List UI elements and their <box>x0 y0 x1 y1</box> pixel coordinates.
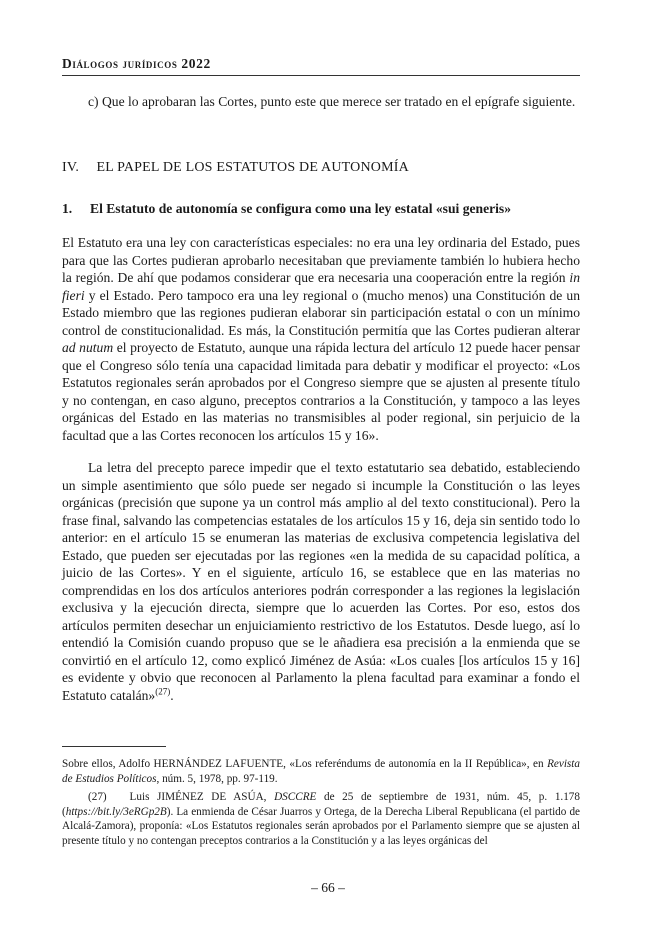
p1-text-b: y el Estado. Pero tampoco era una ley regional o (mucho menos) una Constitución de un Estado miembro que las regiones pudieran elaborar sin participación estatal o con un mínimo control de constitucionalidad. Es más, la Constitución permitía que las Cortes pudieran alterar <box>62 287 580 338</box>
p2-end: . <box>170 687 174 703</box>
footnote-27 <box>62 790 580 848</box>
intro-paragraph: c) Que lo aprobaran las Cortes, punto este que merece ser tratado en el epígrafe siguiente. <box>88 94 576 109</box>
subsection-number: 1. <box>62 201 73 216</box>
section-heading <box>62 160 409 176</box>
body-paragraph-1 <box>62 234 580 444</box>
p1-text-a: El Estatuto era una ley con características especiales: no era una ley ordinaria del Estado, pues para que las Cortes pudieran aprobarlo necesitaban que previamente también lo hubiera hecho la región. De ahí que podamos considerar que era necesaria una cooperación entre la región <box>62 235 580 285</box>
running-header <box>62 56 576 72</box>
fn27-link[interactable]: https://bit.ly/3eRGp2B <box>65 805 167 818</box>
subsection-heading <box>62 201 511 217</box>
fn-cont-text-a: Sobre ellos, Adolfo HERNÁNDEZ LAFUENTE, «Los referéndums de autonomía en la II República», en <box>62 758 548 770</box>
journal-title: Diálogos jurídicos 2022 <box>62 56 211 71</box>
body-paragraph-2 <box>62 459 580 704</box>
fn27-source: DSCCRE <box>274 791 317 804</box>
p1-emphasis-ad-nutum: ad nutum <box>62 340 114 355</box>
footnote-ref-27[interactable]: (27) <box>155 685 171 696</box>
p2-text: La letra del precepto parece impedir que el texto estatutario sea debatido, estableciendo un simple asentimiento que sólo puede ser negado si incumple la Constitución o las leyes orgánicas (precisión que supone ya un control más amplio al del texto constitucional). Pero la frase final, salvando las competencias estatales de los artículos 15 y 16, deja sin sentido todo lo anterior: en el artículo 15 se enumeran las materias de exclusiva competencia legislativa del Estado, que pueden ser ejecutadas por las regiones «en la medida de su capacidad política, a juicio de las Cortes». Y en el siguiente, artículo 16, se establece que en las materias no comprendidas en los dos artículos anteriores podrán corresponder a las regiones la legislación exclusiva y la ejecución directa, siempre que lo acuerden las Cortes. Por eso, estos dos artículos permiten desechar un enjuiciamiento restrictivo de los Estatutos. Desde luego, así lo entendió la Comisión cuando propuso que se le añadiera esa precisión a la enmienda que se convirtió en el artículo 12, como explicó Jiménez de Asúa: «Los cuales [los artículos 15 y 16] es evidente y obvio que reconocen al Parlamento la plena facultad para examinar a fondo el Estatuto catalán» <box>62 460 580 703</box>
subsection-title: El Estatuto de autonomía se configura como una ley estatal «sui generis» <box>90 201 512 216</box>
section-number: IV. <box>62 160 80 175</box>
page-number: – 66 – <box>311 880 345 895</box>
section-title: EL PAPEL DE LOS ESTATUTOS DE AUTONOMÍA <box>96 160 409 175</box>
header-rule <box>62 75 580 76</box>
fn-cont-journal: Revista de Estudios Políticos <box>62 758 580 785</box>
p1-text-c: el proyecto de Estatuto, aunque una rápida lectura del artículo 12 puede hacer pensar que el Congreso sólo tenía una capacidad limitada para debatir y modificar el proyecto: «Los Estatutos regionales serán aprobados por el Congreso siempre que se ajusten al presente título y no contengan, en caso alguno, preceptos contrarios a la Constitución, y tampoco a las leyes orgánicas del Estado en las materias no transmisibles al poder regional, sin perjuicio de la facultad que a las Cortes reconocen los artículos 15 y 16». <box>62 340 580 443</box>
footnote-27-number: (27) <box>88 791 107 804</box>
fn27-text-c: ). La enmienda de César Juarros y Ortega, de la Derecha Liberal Republicana (el partido de Alcalá-Zamora), proponía: «Los Estatutos regionales serán aprobados por el Parlamento siempre que se ajusten al presente título y no contengan preceptos contrarios a la Constitución y a las leyes orgánicas del <box>62 805 580 847</box>
fn27-text-a: Luis JIMÉNEZ DE ASÚA, <box>129 791 275 804</box>
p1-emphasis-in-fieri: in fieri <box>62 270 580 303</box>
fn27-text-b: de 25 de septiembre de 1931, núm. 45, p. 1.178 ( <box>62 791 580 818</box>
footnote-continuation <box>62 757 580 786</box>
fn-cont-text-b: , núm. 5, 1978, pp. 97-119. <box>156 772 278 785</box>
footnotes <box>62 757 580 849</box>
footnote-divider <box>62 746 166 747</box>
